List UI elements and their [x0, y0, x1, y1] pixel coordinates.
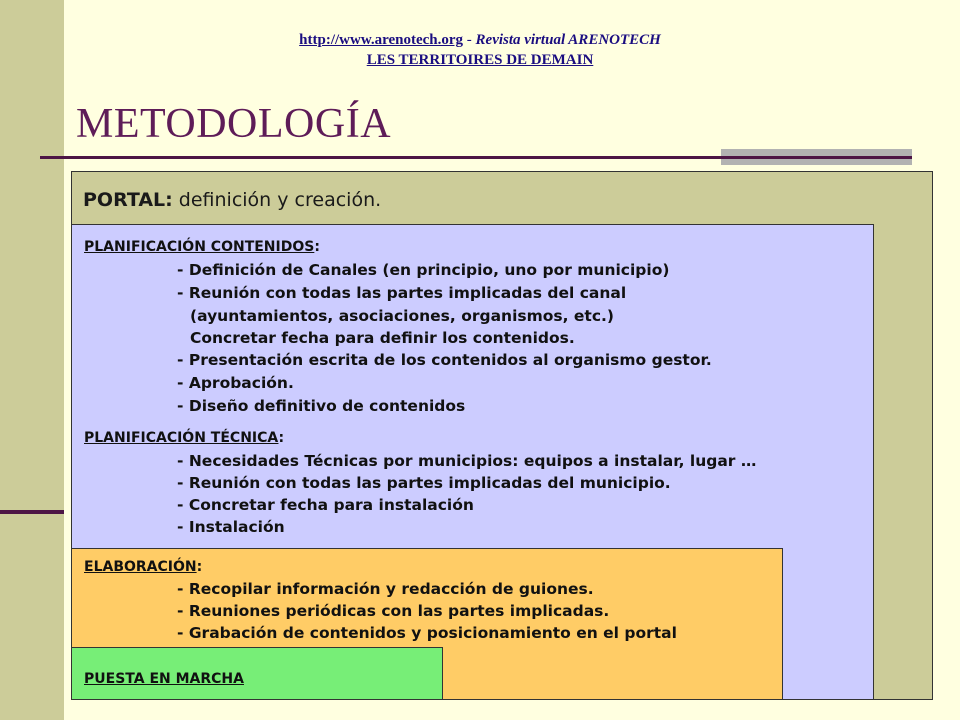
contenidos-line: - Definición de Canales (en principio, uno por municipio) — [177, 261, 670, 279]
contenidos-line: Concretar fecha para definir los contenidos. — [190, 329, 575, 347]
header — [160, 30, 800, 70]
tecnica-line: - Reunión con todas las partes implicadas del municipio. — [177, 474, 671, 492]
section-title-elaboracion: ELABORACIÓN: — [84, 559, 203, 575]
subtitle-link[interactable]: LES TERRITOIRES DE DEMAIN — [366, 52, 594, 68]
tecnica-line: - Necesidades Técnicas por municipios: equipos a instalar, lugar … — [177, 452, 757, 470]
portal-label: PORTAL: — [83, 189, 173, 211]
contenidos-line: - Diseño definitivo de contenidos — [177, 397, 466, 415]
side-bar — [0, 0, 64, 720]
section-title-puesta-en-marcha: PUESTA EN MARCHA — [84, 671, 244, 687]
section-title-contenidos: PLANIFICACIÓN CONTENIDOS: — [84, 239, 320, 255]
header-separator: - — [463, 32, 476, 48]
contenidos-line: - Reunión con todas las partes implicadas del canal — [177, 284, 627, 302]
portal-text: definición y creación. — [172, 189, 382, 211]
elaboracion-line: - Reuniones periódicas con las partes implicadas. — [177, 602, 610, 620]
title-divider-accent — [721, 149, 912, 165]
section-title-tecnica: PLANIFICACIÓN TÉCNICA: — [84, 430, 285, 446]
tecnica-line: - Instalación — [177, 518, 285, 536]
contenidos-line: (ayuntamientos, asociaciones, organismos, etc.) — [190, 307, 615, 325]
page-title: METODOLOGÍA — [76, 101, 392, 147]
website-link[interactable]: http://www.arenotech.org — [299, 32, 464, 48]
tecnica-line: - Concretar fecha para instalación — [177, 496, 474, 514]
magazine-name: Revista virtual ARENOTECH — [475, 32, 661, 48]
side-rule — [0, 510, 64, 514]
portal-heading — [83, 186, 381, 214]
elaboracion-line: - Grabación de contenidos y posicionamiento en el portal — [177, 624, 677, 642]
contenidos-line: - Presentación escrita de los contenidos al organismo gestor. — [177, 351, 712, 369]
contenidos-line: - Aprobación. — [177, 374, 294, 392]
elaboracion-line: - Recopilar información y redacción de guiones. — [177, 580, 594, 598]
